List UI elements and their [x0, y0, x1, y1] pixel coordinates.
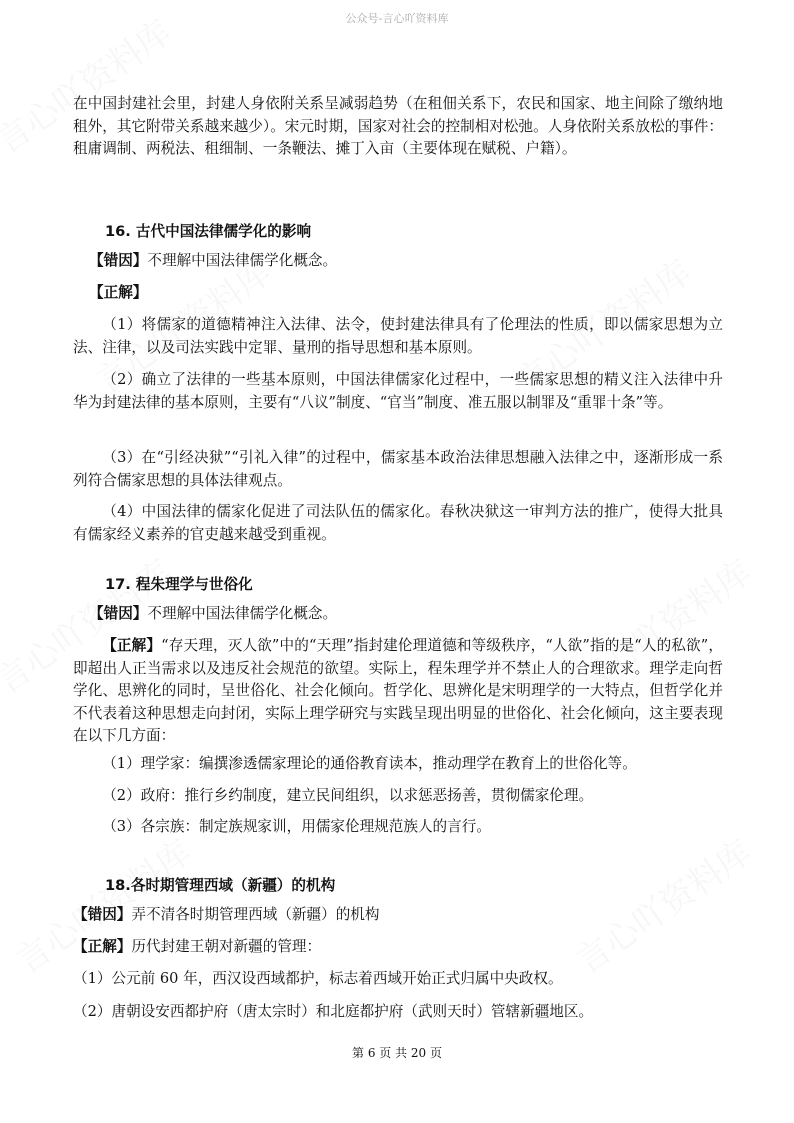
- s17-answer: 【正解】“存天理，灭人欲”中的“天理”指封建伦理道德和等级秩序，“人欲”指的是“人的私欲”，即超出人正当需求以及违反社会规范的欲望。实际上，程朱理学并不禁止人的合理欲求。理学走向哲学化、思辨化的同时，呈世俗化、社会化倾向。哲学化、思辨化是宋明理学的一大特点，但哲学化并不代表着这种思想走向封闭，实际上理学研究与实践呈现出明显的世俗化、社会化倾向，这主要表现在以下几方面：: [73, 637, 723, 744]
- s16-item: （2）确立了法律的一些基本原则，中国法律儒家化过程中，一些儒家思想的精义注入法律中升华为封建法律的基本原则，主要有“八议”制度、“官当”制度、准五服以制罪及“重罪十条”等。: [73, 371, 723, 411]
- s17-item: （1）理学家：编撰渗透儒家理论的通俗教育读本，推动理学在教育上的世俗化等。: [102, 755, 637, 772]
- s17-item: （3）各宗族：制定族规家训，用儒家伦理规范族人的言行。: [102, 818, 491, 835]
- s18-answer: 【正解】历代封建王朝对新疆的管理：: [73, 938, 322, 955]
- page-number: 第 6 页 共 20 页: [352, 1046, 442, 1060]
- section-17-title: 17. 程朱理学与世俗化: [105, 576, 253, 593]
- section-18-title: 18.各时期管理西域（新疆）的机构: [105, 877, 336, 894]
- intro-paragraph: 在中国封建社会里，封建人身依附关系呈减弱趋势（在租佃关系下，农民和国家、地主间除了缴纳地租外，其它附带关系越来越少）。宋元时期，国家对社会的控制相对松弛。人身依附关系放松的事件：租庸调制、两税法、租细制、一条鞭法、摊丁入亩（主要体现在赋税、户籍）。: [73, 95, 723, 157]
- s16-item: （3）在“引经决狱”“引礼入律”的过程中，儒家基本政治法律思想融入法律之中，逐渐形成一系列符合儒家思想的具体法律观点。: [73, 449, 723, 489]
- page-header: 公众号-言心吖资料库: [345, 12, 449, 25]
- s17-item: （2）政府：推行乡约制度，建立民间组织，以求惩恶扬善，贯彻儒家伦理。: [102, 787, 594, 804]
- s16-answer-label: 【正解】: [89, 284, 148, 301]
- s16-item: （1）将儒家的道德精神注入法律、法令，使封建法律具有了伦理法的性质，即以儒家思想为立法、注律，以及司法实践中定罪、量刑的指导思想和基本原则。: [73, 316, 723, 356]
- s18-cause: 【错因】弄不清各时期管理西域（新疆）的机构: [73, 906, 380, 923]
- s16-item: （4）中国法律的儒家化促进了司法队伍的儒家化。春秋决狱这一审判方法的推广，使得大批具有儒家经义素养的官吏越来越受到重视。: [73, 503, 723, 543]
- s18-item: （1）公元前 60 年，西汉设西域都护，标志着西域开始正式归属中央政权。: [73, 970, 563, 987]
- s18-item: （2）唐朝设安西都护府（唐太宗时）和北庭都护府（武则天时）管辖新疆地区。: [73, 1003, 594, 1020]
- section-16-title: 16. 古代中国法律儒学化的影响: [105, 223, 312, 240]
- s17-cause: 【错因】不理解中国法律儒学化概念。: [89, 605, 338, 622]
- s16-cause: 【错因】不理解中国法律儒学化概念。: [89, 252, 338, 269]
